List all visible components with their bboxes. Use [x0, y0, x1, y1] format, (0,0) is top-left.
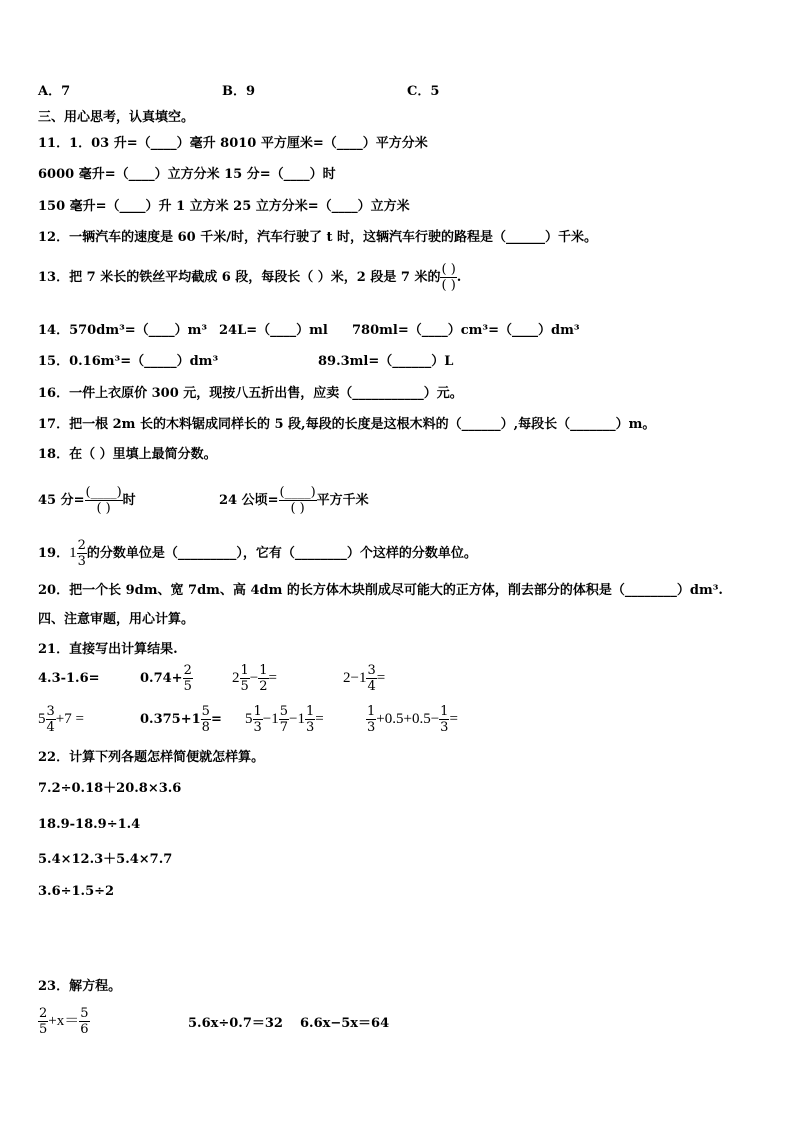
q13-fraction — [440, 262, 456, 293]
q19-numerator: 2 — [77, 538, 86, 553]
q19-text: 的分数单位是（_________），它有（________）个这样的分数单位。 — [86, 546, 477, 561]
q21-e7-w1: 5 — [245, 711, 253, 727]
q18-b-prefix: 24 公顷= — [219, 493, 279, 508]
option-c: C．5 — [407, 84, 440, 99]
q14-a: 14．570dm³=（____）m³ — [38, 323, 208, 338]
q23-e1-d1: 5 — [39, 1022, 48, 1037]
q21-e2-num: 2 — [183, 663, 192, 678]
q18-a-numerator: (____) — [85, 485, 122, 500]
q15-a: 15．0.16m³=（_____）dm³ — [38, 354, 219, 369]
q18-a-denominator: ( ) — [96, 501, 111, 516]
q11-line-3: 150 毫升=（____）升 1 立方米 25 立方分米=（____）立方米 — [38, 199, 410, 214]
q22-line-4: 3.6÷1.5÷2 — [38, 884, 115, 899]
q21-e8-n2: 1 — [440, 704, 449, 719]
q11-line-2: 6000 毫升=（____）立方分米 15 分=（____）时 — [38, 167, 336, 182]
q18-b-fraction — [279, 485, 317, 516]
q21-e6-den: 8 — [201, 720, 210, 735]
section-3-heading: 三、用心思考，认真填空。 — [38, 110, 195, 125]
q21-e7-n1: 1 — [253, 704, 262, 719]
q21-expr-8 — [366, 704, 458, 735]
q15-b: 89.3ml=（______）L — [318, 354, 454, 369]
q21-e8-d1: 3 — [367, 720, 376, 735]
q16: 16．一件上衣原价 300 元，现按八五折出售，应卖（___________）元。 — [38, 386, 463, 401]
q21-e8-n1: 1 — [367, 704, 376, 719]
q19-label: 19． — [38, 546, 70, 561]
q21-e3-whole: 2 — [232, 670, 240, 686]
q21-e6-eq: = — [210, 712, 222, 727]
q21-expr-4 — [343, 663, 385, 694]
q21-e3-d1: 5 — [240, 679, 249, 694]
q21-expr-3 — [232, 663, 277, 694]
q18-a-prefix: 45 分= — [38, 493, 85, 508]
q21-e7-d3: 3 — [306, 720, 315, 735]
option-a: A．7 — [38, 84, 71, 99]
q21-e2-den: 5 — [183, 679, 192, 694]
q18-a-unit: 时 — [122, 493, 136, 508]
option-b: B．9 — [222, 84, 256, 99]
q21-title: 21．直接写出计算结果. — [38, 642, 178, 657]
q21-e5-num: 3 — [46, 704, 55, 719]
q21-e3-minus: − — [249, 670, 259, 686]
q21-e7-w2: −1 — [262, 711, 279, 727]
q21-e6-num: 5 — [201, 704, 210, 719]
q13 — [38, 262, 461, 293]
q23-eq-3: 6.6x−5x＝64 — [300, 1016, 390, 1031]
q11-line-1: 11．1．03 升=（____）毫升 8010 平方厘米=（____）平方分米 — [38, 136, 428, 151]
q21-e4-prefix: 2−1 — [343, 670, 367, 686]
q21-e7-n3: 1 — [306, 704, 315, 719]
q20: 20．把一个长 9dm、宽 7dm、高 4dm 的长方体木块削成尽可能大的正方体，削去部分的体积是（________）dm³. — [38, 583, 723, 598]
q21-e3-eq: = — [268, 670, 277, 686]
q18-b-denominator: ( ) — [290, 501, 305, 516]
q21-expr-5 — [38, 704, 84, 735]
q21-e7-d2: 7 — [279, 720, 289, 735]
q21-expr-7 — [245, 704, 324, 735]
q13-text: 13．把 7 米长的铁丝平均截成 6 段，每段长（ ）米，2 段是 7 米的 — [38, 270, 441, 285]
q21-e6-prefix: 0.375+1 — [140, 712, 201, 727]
q22-line-3: 5.4×12.3＋5.4×7.7 — [38, 852, 173, 867]
q12: 12．一辆汽车的速度是 60 千米/时，汽车行驶了 t 时，这辆汽车行驶的路程是（______）千米。 — [38, 230, 598, 245]
q21-e3-d2: 2 — [259, 679, 268, 694]
q21-e4-den: 4 — [367, 679, 376, 694]
q21-e8-middle: +0.5+0.5− — [376, 711, 440, 727]
q22-title: 22．计算下列各题怎样简便就怎样算。 — [38, 750, 265, 765]
q21-e5-den: 4 — [46, 720, 55, 735]
q21-e2-prefix: 0.74+ — [140, 671, 183, 686]
q21-e4-num: 3 — [367, 663, 376, 678]
q21-e4-eq: = — [376, 670, 386, 686]
q21-expr-2 — [140, 663, 193, 694]
q21-e7-eq: = — [315, 711, 324, 727]
q18-a-fraction — [85, 485, 123, 516]
q21-e7-d1: 3 — [253, 720, 262, 735]
q23-e1-d2: 6 — [80, 1022, 89, 1037]
q13-denominator: ( ) — [441, 278, 456, 293]
q18-b-unit: 平方千米 — [316, 493, 369, 508]
q21-e7-w3: −1 — [289, 711, 305, 727]
q23-title: 23．解方程。 — [38, 979, 122, 994]
q18-a — [38, 485, 136, 516]
q21-expr-1: 4.3-1.6= — [38, 671, 100, 686]
q22-line-1: 7.2÷0.18＋20.8×3.6 — [38, 781, 182, 796]
q13-numerator: ( ) — [441, 262, 456, 277]
q13-end: . — [456, 270, 462, 285]
q19-whole: 1 — [69, 545, 77, 561]
q23-eq-1 — [38, 1006, 90, 1037]
q21-e3-n2: 1 — [259, 663, 268, 678]
q21-e7-n2: 5 — [279, 704, 289, 719]
q18-b-numerator: (____) — [279, 485, 316, 500]
q21-e8-d2: 3 — [440, 720, 449, 735]
q17: 17．把一根 2m 长的木料锯成同样长的 5 段,每段的长度是这根木料的（______）,每段长（_______）m。 — [38, 417, 656, 432]
q21-e8-eq: = — [449, 711, 458, 727]
q23-eq-2: 5.6x÷0.7＝32 — [188, 1016, 283, 1031]
q18-title: 18．在（ ）里填上最简分数。 — [38, 447, 217, 462]
section-4-heading: 四、注意审题，用心计算。 — [38, 612, 195, 627]
q22-line-2: 18.9-18.9÷1.4 — [38, 817, 141, 832]
q19-denominator: 3 — [77, 554, 86, 569]
q19 — [38, 538, 477, 569]
q21-e5-suffix: +7 = — [55, 711, 84, 727]
q14-c: 780ml=（____）cm³=（____）dm³ — [352, 323, 580, 338]
q14-b: 24L=（____）ml — [219, 323, 328, 338]
q18-b — [219, 485, 369, 516]
q21-e5-whole: 5 — [38, 711, 46, 727]
q19-fraction — [77, 538, 87, 569]
q21-e3-n1: 1 — [240, 663, 249, 678]
q23-e1-n1: 2 — [39, 1006, 48, 1021]
q23-e1-n2: 5 — [80, 1006, 89, 1021]
q21-expr-6 — [140, 704, 222, 735]
q23-e1-middle: +x＝ — [48, 1013, 80, 1029]
